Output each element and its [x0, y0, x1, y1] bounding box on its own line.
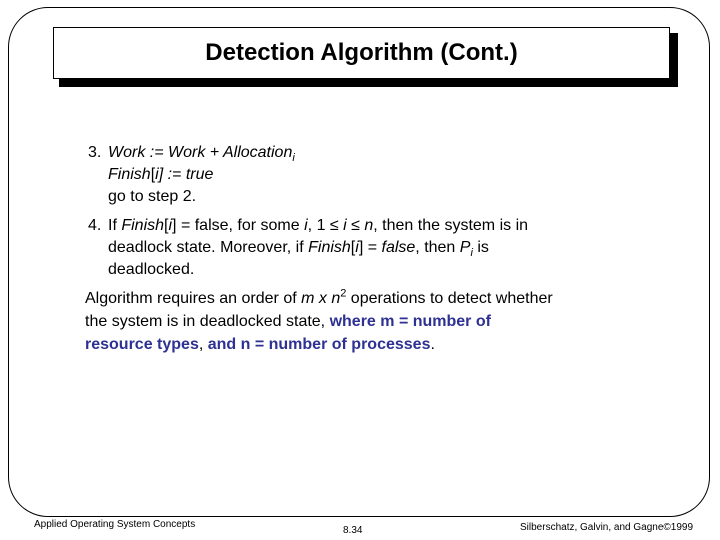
text: 2	[340, 287, 347, 300]
text: , 1 ≤	[307, 217, 344, 234]
summary-paragraph	[85, 287, 553, 356]
highlight-text: where m = number of	[329, 313, 491, 330]
text: [	[150, 166, 156, 183]
text: n	[364, 217, 374, 234]
text: Work := Work + Allocation	[108, 144, 293, 161]
text: [	[350, 239, 356, 256]
text: Algorithm requires an order of	[85, 290, 302, 307]
text: i	[168, 217, 173, 234]
text: Finish	[308, 239, 351, 256]
highlight-text: and n = number of processes	[207, 336, 431, 353]
text: , then the system is in	[373, 217, 529, 234]
text: i	[355, 239, 359, 256]
text: i	[292, 152, 295, 165]
paragraph-line	[85, 310, 553, 333]
text: i	[304, 217, 308, 234]
text: .	[430, 336, 435, 353]
text: , then	[415, 239, 460, 256]
list-line	[108, 142, 295, 164]
list-line	[108, 237, 528, 259]
text: ] = false, for some	[172, 217, 305, 234]
text: the system is in deadlocked state,	[85, 313, 330, 330]
list-item-3	[88, 142, 295, 208]
paragraph-line	[85, 287, 553, 310]
text: ,	[198, 336, 208, 353]
text: false	[381, 239, 416, 256]
text: ] := true	[158, 166, 214, 183]
text: ] =	[358, 239, 382, 256]
paragraph-line	[85, 333, 553, 356]
text: Finish	[121, 217, 165, 234]
text: If	[108, 217, 122, 234]
list-line: deadlocked.	[108, 261, 195, 278]
list-item-4	[88, 215, 528, 281]
text: i	[470, 247, 473, 260]
text: i	[155, 166, 159, 183]
highlight-text: resource types	[85, 336, 199, 353]
text: P	[459, 239, 471, 256]
text: i	[343, 217, 347, 234]
text: operations to detect whether	[346, 290, 553, 307]
list-number: 4.	[88, 217, 102, 234]
slide-title	[53, 27, 670, 79]
text: m x n	[301, 290, 341, 307]
list-line	[108, 215, 528, 237]
page-number: 8.34	[343, 525, 363, 536]
list-line: go to step 2.	[108, 188, 197, 205]
text: Finish	[108, 166, 151, 183]
list-number: 3.	[88, 144, 102, 161]
text: ≤	[346, 217, 365, 234]
list-line	[108, 164, 295, 186]
footer-left: Applied Operating System Concepts	[34, 519, 196, 530]
footer-right: Silberschatz, Galvin, and Gagne©1999	[520, 522, 694, 533]
text: is	[472, 239, 489, 256]
text: [	[164, 217, 169, 234]
slide-title-text: Detection Algorithm (Cont.)	[205, 39, 518, 66]
text: deadlock state. Moreover, if	[108, 239, 309, 256]
